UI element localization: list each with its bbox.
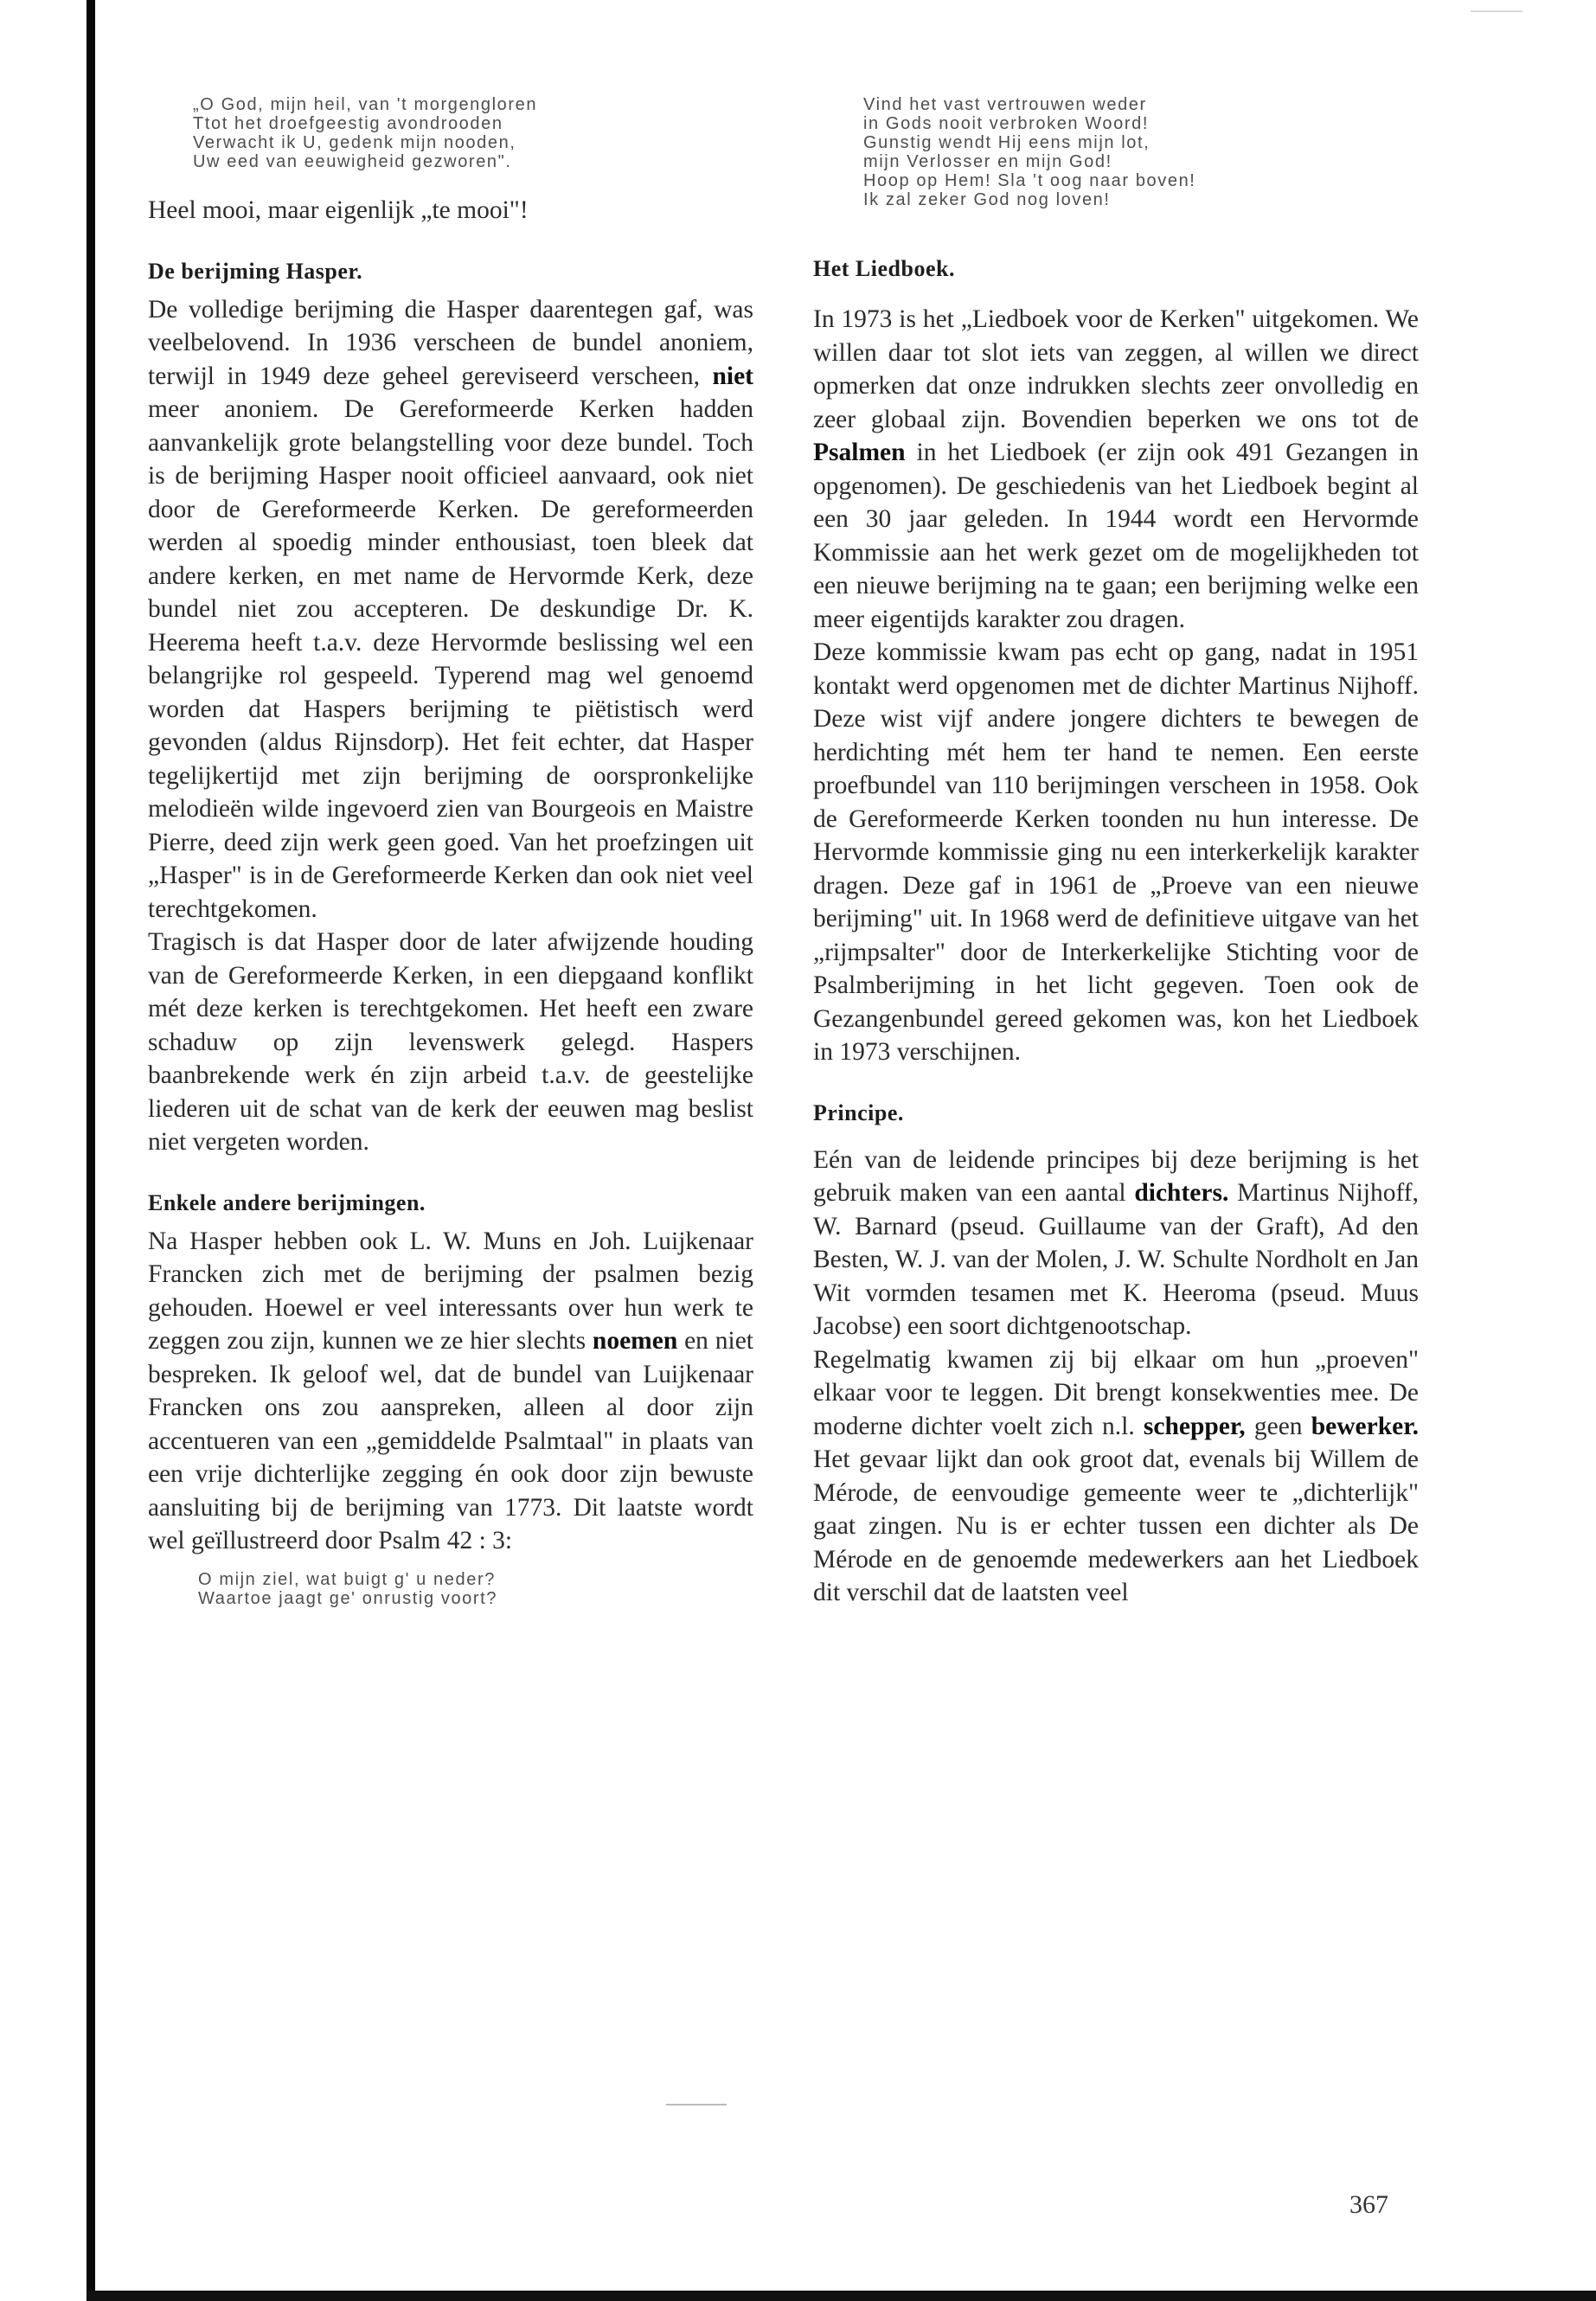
text-run: en niet bespreken. Ik geloof wel, dat de bundel van Luijkenaar Francken ons zou aanspreken, alleen al door zijn accentueren van een „gemiddelde Psalmtaal" in plaats van een vrije dichterlijke zegging én ook door zijn bewuste aansluiting bij de berijming van 1773. Dit laatste wordt wel geïllustreerd door Psalm 42 : 3:	[148, 1327, 753, 1554]
poem-bottom-left	[198, 1570, 753, 1608]
poem-line: Hoop op Hem! Sla 't oog naar boven!	[863, 171, 1196, 190]
left-column	[148, 95, 753, 1608]
right-column	[813, 95, 1419, 1610]
heading-principe: Principe.	[813, 1099, 904, 1125]
poem-top-right	[863, 95, 1419, 209]
poem-line: Vind het vast vertrouwen weder	[863, 95, 1147, 114]
poem-line: Verwacht ik U, gedenk mijn nooden,	[193, 133, 516, 152]
paragraph-hasper-2: Tragisch is dat Hasper door de later afwijzende houding van de Gereformeerde Kerken, in een diepgaand konflikt mét deze kerken is terechtgekomen. Het heeft een zware schaduw op zijn levenswerk gelegd. Haspers baanbrekende werk én zijn arbeid t.a.v. de geestelijke liederen uit de schat van de kerk der eeuwen mag beslist niet vergeten worden.	[148, 928, 753, 1156]
paragraph-hasper-1	[148, 293, 753, 926]
poem-top-left	[193, 95, 753, 171]
bold-word: schepper,	[1143, 1412, 1246, 1440]
heading-enkele: Enkele andere berijmingen.	[148, 1189, 426, 1215]
poem-line: O mijn ziel, wat buigt g' u neder?	[198, 1569, 496, 1589]
text-run: De volledige berijming die Hasper daarentegen gaf, was veelbelovend. In 1936 verscheen de bundel anoniem, terwijl in 1949 deze geheel gereviseerd verscheen,	[148, 295, 753, 390]
paragraph-principe-1	[813, 1144, 1419, 1343]
poem-line: Ttot het droefgeestig avondrooden	[193, 114, 503, 133]
line-after-poem: Heel mooi, maar eigenlijk „te mooi"!	[148, 196, 529, 224]
text-run: in het Liedboek (er zijn ook 491 Gezangen in opgenomen). De geschiedenis van het Liedboek begint al een 30 jaar geleden. In 1944 wordt een Hervormde Kommissie aan het werk gezet om de mogelijkheden tot een nieuwe berijming na te gaan; een berijming welke een meer eigentijds karakter zou dragen.	[813, 439, 1419, 633]
poem-line: mijn Verlosser en mijn God!	[863, 152, 1112, 171]
page-edge-bar	[87, 0, 95, 2301]
poem-line: Waartoe jaagt ge' onrustig voort?	[198, 1588, 498, 1608]
bold-word: bewerker.	[1311, 1412, 1420, 1440]
paragraph-principe-2	[813, 1343, 1419, 1610]
text-run: In 1973 is het „Liedboek voor de Kerken" uitgekomen. We willen daar tot slot iets van zeggen, al willen we direct opmerken dat onze indrukken slechts zeer onvolledig en zeer globaal zijn. Bovendien beperken we ons tot de	[813, 305, 1419, 433]
rule-mark	[666, 2104, 727, 2106]
text-run: Na Hasper hebben ook L. W. Muns en Joh. Luijkenaar Francken zich met de berijming der psalmen bezig gehouden. Hoewel er veel interessants over hun werk te zeggen zou zijn, kunnen we ze hier slechts	[148, 1227, 753, 1355]
paragraph-liedboek-2: Deze kommissie kwam pas echt op gang, nadat in 1951 kontakt werd opgenomen met de dichter Martinus Nijhoff. Deze wist vijf andere jongere dichters te bewegen de herdichting mét hem ter hand te nemen. Een eerste proefbundel van 110 berijmingen verscheen in 1958. Ook de Gereformeerde Kerken toonden nu hun interesse. De Hervormde kommissie ging nu een interkerkelijk karakter dragen. Deze gaf in 1961 de „Proeve van een nieuwe berijming" uit. In 1968 werd de definitieve uitgave van het „rijmpsalter" door de Interkerkelijke Stichting voor de Psalmberijming in het licht gegeven. Toen ook de Gezangenbundel gereed gekomen was, kon het Liedboek in 1973 verschijnen.	[813, 638, 1419, 1066]
bold-word: noemen	[592, 1327, 678, 1355]
poem-line: Ik zal zeker God nog loven!	[863, 190, 1111, 209]
heading-liedboek: Het Liedboek.	[813, 256, 955, 281]
text-run: Eén van de leidende principes bij deze berijming is het gebruik maken van een aantal	[813, 1145, 1419, 1207]
text-run: Martinus Nijhoff, W. Barnard (pseud. Guillaume van der Graft), Ad den Besten, W. J. van der Molen, J. W. Schulte Nordholt en Jan Wit vormden tesamen met K. Heeroma (pseud. Muus Jacobse) een soort dichtgenootschap.	[813, 1179, 1419, 1340]
bold-word: Psalmen	[813, 439, 906, 466]
poem-line: „O God, mijn heil, van 't morgengloren	[193, 95, 538, 114]
poem-line: in Gods nooit verbroken Woord!	[863, 114, 1150, 133]
text-run: Regelmatig kwamen zij bij elkaar om hun „proeven" elkaar voor te leggen. Dit brengt konsekwenties mee. De moderne dichter voelt zich n.l.	[813, 1345, 1419, 1440]
heading-hasper: De berijming Hasper.	[148, 258, 363, 284]
text-run: geen	[1253, 1412, 1303, 1440]
page-number: 367	[1349, 2190, 1388, 2219]
poem-line: Uw eed van eeuwigheid gezworen".	[193, 152, 512, 171]
text-run: meer anoniem. De Gereformeerde Kerken hadden aanvankelijk grote belangstelling voor deze bundel. Toch is de berijming Hasper nooit officieel aanvaard, ook niet door de Gereformeerde Kerken. De gereformeerden werden al spoedig minder enthousiast, toen bleek dat andere kerken, en met name de Hervormde Kerk, deze bundel niet zou accepteren. De deskundige Dr. K. Heerema heeft t.a.v. deze Hervormde beslissing wel een belangrijke rol gespeeld. Typerend mag wel genoemd worden dat Haspers berijming te piëtistisch werd gevonden (aldus Rijnsdorp). Het feit echter, dat Hasper tegelijkertijd met zijn berijming de oorspronkelijke melodieën wilde ingevoerd zien van Bourgeois en Maistre Pierre, deed zijn werk geen goed. Van het proefzingen uit „Hasper" is in de Gereformeerde Kerken dan ook niet veel terechtgekomen.	[148, 395, 753, 923]
poem-line: Gunstig wendt Hij eens mijn lot,	[863, 133, 1151, 152]
paragraph-liedboek-1	[813, 303, 1419, 636]
scan-mark	[1471, 10, 1522, 12]
page-bottom-bar	[87, 2291, 1596, 2301]
bold-word: niet	[712, 362, 753, 390]
text-run: Het gevaar lijkt dan ook groot dat, evenals bij Willem de Mérode, de eenvoudige gemeente weer te „dichterlijk" gaat zingen. Nu is er echter tussen een dichter als De Mérode en de genoemde medewerkers aan het Liedboek dit verschil dat de laatsten veel	[813, 1445, 1419, 1606]
paragraph-enkele	[148, 1225, 753, 1558]
bold-word: dichters.	[1134, 1179, 1229, 1207]
